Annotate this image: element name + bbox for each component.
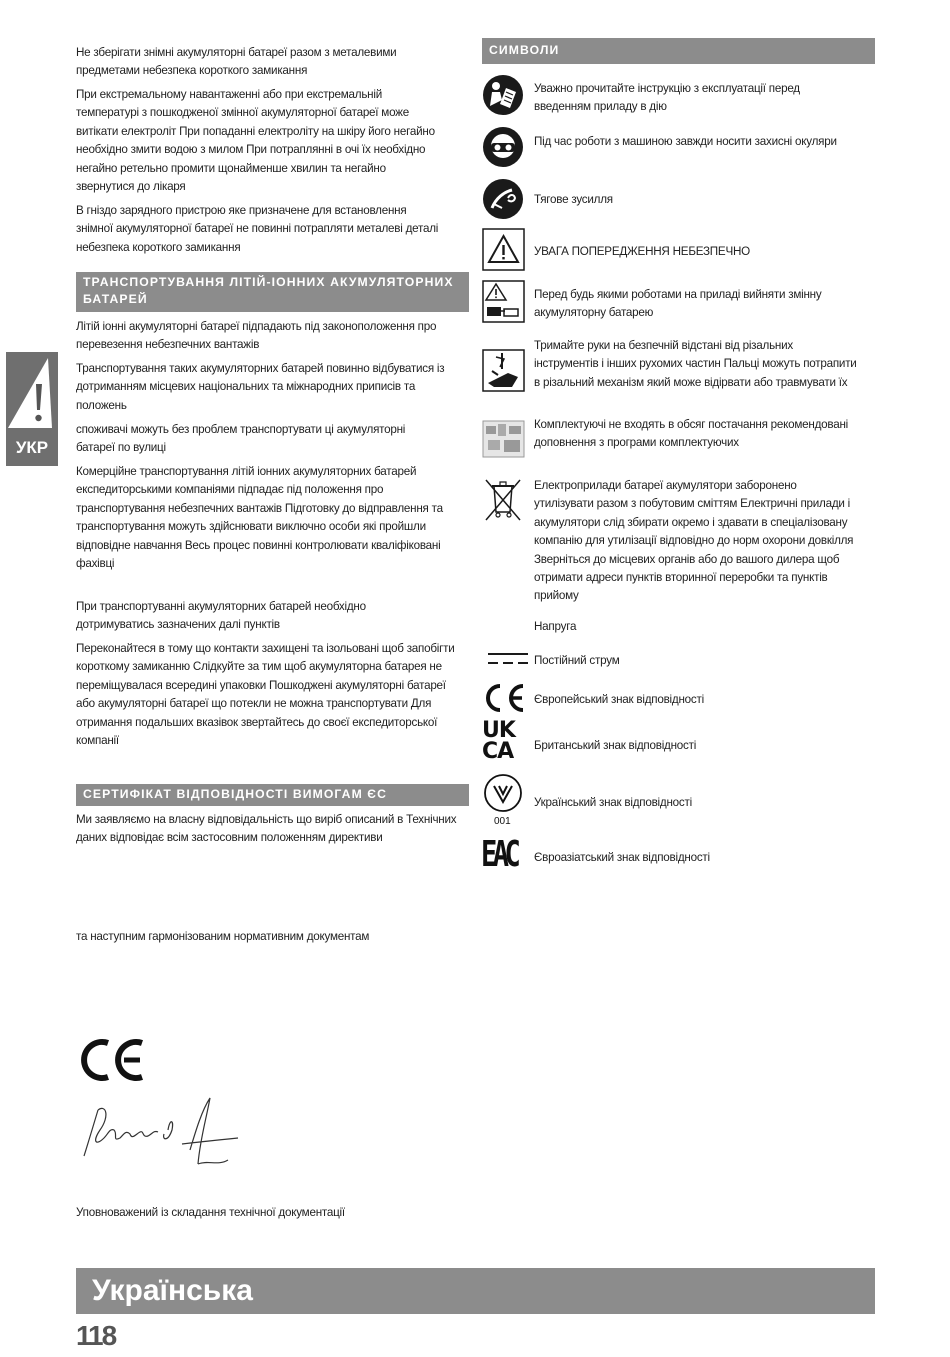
pulling-force-icon [482, 178, 524, 220]
symbol-text-goggles: Під час роботи з машиною завжди носити захисні окуляри [534, 134, 837, 148]
symbol-text-direct-current: Постійний струм [534, 653, 620, 667]
paragraph-transport-4: Комерційне транспортування літій іонних акумуляторних батарей експедиторськими компаніями підпадає під положення про транспортування небезпечних вантажів Підготовку до відправлення та транспортування можуть здійснювати виключно особи які пройшли відповідне навчання Весь процес повинні контролювати кваліфіковані фахівці [76, 464, 443, 571]
paragraph-harmonized-standards: та наступним гармонізованим нормативним документам [76, 929, 370, 943]
safety-goggles-icon [482, 126, 524, 168]
symbol-text-ua: Український знак відповідності [534, 795, 692, 809]
authorized-person-label: Уповноважений із складання технічної документації [76, 1205, 345, 1219]
symbol-text-warning: УВАГА ПОПЕРЕДЖЕННЯ НЕБЕЗПЕЧНО [534, 244, 751, 258]
ua-mark-icon [482, 772, 524, 816]
warning-exclamation-icon [6, 352, 58, 432]
footer-language-bar [76, 1268, 875, 1314]
certificate-section-header: СЕРТИФІКАТ ВІДПОВІДНОСТІ ВИМОГАМ ЄС [76, 784, 469, 806]
read-manual-icon [482, 74, 524, 116]
symbol-text-voltage: Напруга [534, 619, 577, 633]
warning-triangle-icon [482, 228, 525, 271]
weee-bin-icon [482, 476, 524, 524]
eac-mark-icon: EAC [481, 834, 517, 875]
symbol-text-eac: Євроазіатський знак відповідності [534, 850, 710, 864]
paragraph-transport-5: При транспортуванні акумуляторних батарей необхідно дотримуватись зазначених далі пунктів [76, 599, 366, 632]
page-number: 118 [76, 1320, 116, 1351]
transport-section-header: ТРАНСПОРТУВАННЯ ЛІТІЙ-ІОННИХ АКУМУЛЯТОРНИХ БАТАРЕЙ [76, 272, 469, 312]
symbols-section-header: СИМВОЛИ [482, 38, 875, 64]
symbol-text-weee: Електроприлади батареї акумулятори заборонено утилізувати разом з побутовим сміттям Електричні прилади і акумулятори слід збирати окремо і здавати в спеціалізовану компанію для утилізації відповідно до норм охорони довкілля Зверніться до місцевих органів або до вашого дилера щоб отримати адреси пунктів вторинної переробки та пунктів прийому [534, 478, 854, 603]
paragraph-transport-1: Літій іонні акумуляторні батареї підпадають під законоположення про перевезення небезпечних вантажів [76, 319, 437, 352]
paragraph-transport-3: споживачі можуть без проблем транспортувати ці акумуляторні батареї по вулиці [76, 422, 406, 455]
direct-current-icon [488, 651, 530, 667]
ukca-top-label: UK [482, 718, 515, 743]
ua-mark-number: 001 [494, 816, 511, 827]
symbol-text-pulling-force: Тягове зусилля [534, 192, 613, 206]
paragraph-metal-storage: Не зберігати знімні акумуляторні батареї разом з металевими предметами небезпека короткого замикання [76, 45, 397, 78]
ukca-bottom-label: CA [482, 739, 514, 764]
symbol-text-hand-hazard: Тримайте руки на безпечній відстані від різальних інструментів і інших рухомих частин Пальці можуть потрапити в різальний механізм який може відірвати або травмувати їх [534, 338, 857, 389]
paragraph-transport-2: Транспортування таких акумуляторних батарей повинно відбуватися із дотриманням місцевих національних та міжнародних приписів та положень [76, 361, 445, 412]
paragraph-electrolyte-warning: При екстремальному навантаженні або при екстремальній температурі з пошкодженої змінної акумуляторної батареї може витікати електроліт При попаданні електроліту на шкіру його негайно необхідно змити водою з милом При потраплянні в очі їх необхідно негайно ретельно промити щонайменше хвилин та негайно звернутися до лікаря [76, 87, 435, 194]
remove-battery-icon [482, 280, 525, 323]
signature-image [78, 1090, 248, 1175]
language-side-tab [6, 352, 58, 466]
symbol-text-ukca: Британський знак відповідності [534, 738, 697, 752]
footer-language-title: Українська [92, 1274, 253, 1307]
paragraph-charger-slot: В гніздо зарядного пристрою яке призначене для встановлення знімної акумуляторної батареї не повинні потрапляти металеві деталі небезпека короткого замикання [76, 203, 439, 254]
symbol-text-remove-battery: Перед будь якими роботами на приладі вийняти змінну акумуляторну батарею [534, 287, 822, 320]
symbol-text-accessories: Комплектуючі не входять в обсяг постачання рекомендовані доповнення з програми комплектуючих [534, 417, 849, 450]
symbol-text-read-manual: Уважно прочитайте інструкцію з експлуатації перед введенням приладу в дію [534, 81, 800, 114]
ce-mark-icon [80, 1037, 146, 1083]
ukca-mark-icon [482, 720, 526, 766]
accessories-icon [482, 420, 525, 458]
symbol-text-ce: Європейський знак відповідності [534, 692, 704, 706]
hand-cutting-hazard-icon [482, 349, 525, 392]
paragraph-declaration: Ми заявляємо на власну відповідальність що виріб описаний в Технічних даних відповідає всім застосовним положенням директиви [76, 812, 457, 845]
language-tab-label: УКР [15, 438, 49, 457]
ce-mark-small-icon [482, 682, 526, 714]
paragraph-transport-6: Переконайтеся в тому що контакти захищені та ізольовані щоб запобігти короткому замиканню Слідкуйте за тим щоб акумуляторна батарея не переміщувалася всередині упаковки Пошкоджені акумуляторні батареї або акумуляторні батареї що потекли не можна транспортувати Для отримання подальших вказівок звертайтесь до своєї експедиторської компанії [76, 641, 455, 748]
